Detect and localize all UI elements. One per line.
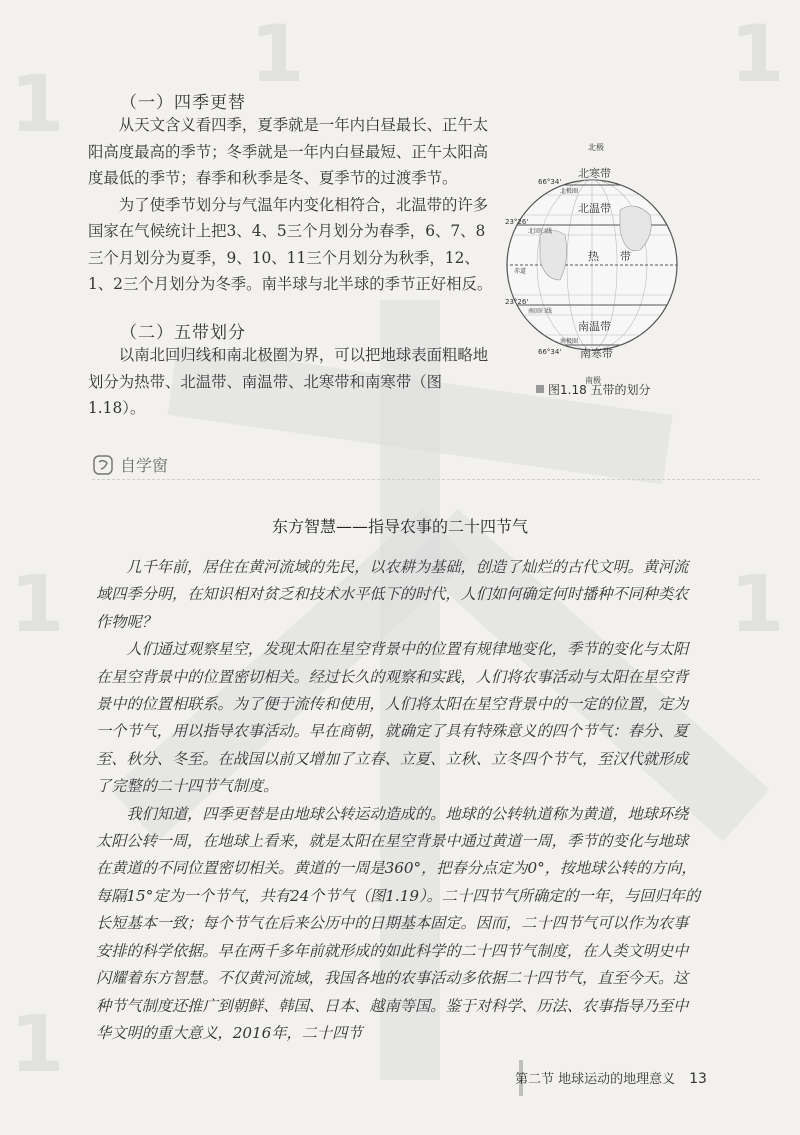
line-label: 北极圈 — [560, 188, 579, 195]
five-zones-figure — [500, 140, 680, 385]
zone-label: 南寒带 — [580, 347, 613, 360]
north-pole-label: 北极 — [588, 143, 604, 152]
line-label: 北回归线 — [528, 228, 553, 235]
page-number: 13 — [689, 1071, 707, 1087]
zone-label: 北温带 — [578, 202, 611, 215]
zone-label: 热 — [588, 250, 599, 263]
watermark-glyph: 1 — [10, 1000, 65, 1090]
latitude-label: 66°34' — [538, 348, 562, 356]
globe-diagram — [500, 140, 680, 385]
divider — [92, 479, 760, 480]
latitude-label: 66°34' — [538, 178, 562, 186]
section-zones-body — [88, 342, 493, 422]
watermark-glyph: 1 — [730, 10, 785, 100]
watermark-glyph: 1 — [10, 560, 65, 650]
section-heading-seasons: （一）四季更替 — [120, 93, 246, 113]
paragraph: 人们通过观察星空，发现太阳在星空背景中的位置有规律地变化，季节的变化与太阳在星空背景中的位置密切相关。经过长久的观察和实践，人们将农事活动与太阳在星空背景中的位置相联系。为了便于流传和使用，人们将太阳在星空背景中的一定的位置，定为一个节气，用以指导农事活动。早在商朝，就确定了具有特殊意义的四个节气：春分、夏至、秋分、冬至。在战国以前又增加了立春、立夏、立秋、立冬四个节气，至汉代就形成了完整的二十四节气制度。 — [96, 640, 689, 796]
latitude-label: 23°26' — [505, 218, 529, 226]
south-pole-label: 南极 — [585, 376, 601, 385]
footer-section-text: 第二节 地球运动的地理意义 — [515, 1072, 676, 1087]
zone-label: 带 — [620, 250, 631, 263]
caption-text: 图1.18 五带的划分 — [548, 383, 651, 397]
line-label: 南回归线 — [528, 308, 553, 315]
box-body — [96, 554, 701, 1047]
zone-label: 南温带 — [578, 320, 611, 333]
section-seasons-body — [88, 112, 493, 298]
paragraph: 我们知道，四季更替是由地球公转运动造成的。地球的公转轨道称为黄道，地球环绕太阳公转一周，在地球上看来，就是太阳在星空背景中通过黄道一周，季节的变化与地球在黄道的不同位置密切相关。黄道的一周是360°，把春分点定为0°，按地球公转的方向，每隔15°定为一个节气，共有24个节气（图1.19）。二十四节气所确定的一年，与回归年的长短基本一致；每个节气在后来公历中的日期基本固定。因而，二十四节气可以作为农事安排的科学依据。早在两千多年前就形成的如此科学的二十四节气制度，在人类文明史中闪耀着东方智慧。不仅黄河流域，我国各地的农事活动多依据二十四节气，直至今天。这种节气制度还推广到朝鲜、韩国、日本、越南等国。鉴于对科学、历法、农事指导乃至中华文明的重大意义，2016年，二十四节 — [96, 804, 701, 1042]
zone-label: 北寒带 — [578, 167, 611, 180]
caption-marker — [536, 385, 544, 393]
box-title: 东方智慧——指导农事的二十四节气 — [271, 517, 528, 536]
self-study-icon — [92, 454, 114, 476]
watermark-glyph: 1 — [250, 10, 305, 100]
page-footer — [515, 1068, 707, 1087]
line-label: 南极圈 — [560, 338, 579, 345]
self-study-label: 自学窗 — [120, 456, 169, 475]
line-label: 赤道 — [514, 268, 527, 275]
paragraph: 从天文含义看四季，夏季就是一年内白昼最长、正午太阳高度最高的季节；冬季就是一年内白昼最短、正午太阳高度最低的季节；春季和秋季是冬、夏季节的过渡季节。 — [88, 116, 489, 187]
paragraph: 以南北回归线和南北极圈为界，可以把地球表面粗略地划分为热带、北温带、南温带、北寒带和南寒带（图1.18）。 — [88, 346, 489, 417]
section-heading-zones: （二）五带划分 — [120, 323, 246, 343]
paragraph: 为了使季节划分与气温年内变化相符合，北温带的许多国家在气候统计上把3、4、5三个月划分为春季，6、7、8三个月划分为夏季，9、10、11三个月划分为秋季，12、1、2三个月划分为冬季。南半球与北半球的季节正好相反。 — [88, 195, 493, 293]
watermark-glyph: 1 — [10, 60, 65, 150]
latitude-label: 23°26' — [505, 298, 529, 306]
watermark-glyph: 1 — [730, 560, 785, 650]
self-study-header — [92, 453, 168, 476]
paragraph: 几千年前，居住在黄河流域的先民，以农耕为基础，创造了灿烂的古代文明。黄河流域四季分明，在知识相对贫乏和技术水平低下的时代，人们如何确定何时播种不同种类农作物呢？ — [96, 558, 689, 631]
figure-caption — [536, 381, 651, 398]
